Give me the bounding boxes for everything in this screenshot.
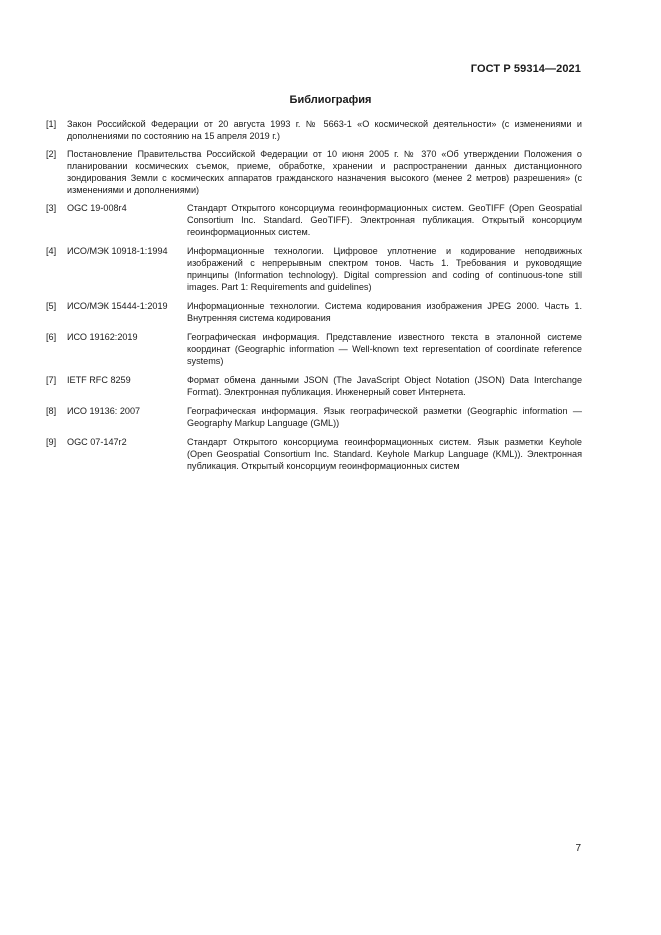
bibliography-entry	[46, 436, 582, 472]
entry-number: [2]	[46, 149, 57, 159]
entry-number: [3]	[46, 203, 57, 213]
entry-number: [7]	[46, 375, 57, 385]
entry-number: [5]	[46, 301, 57, 311]
bibliography-entry	[46, 300, 582, 324]
bibliography-list	[46, 118, 582, 479]
entry-reference: ИСО 19162:2019	[67, 332, 138, 342]
entry-number: [1]	[46, 119, 57, 129]
document-code: ГОСТ Р 59314—2021	[470, 63, 581, 75]
entry-text: Стандарт Открытого консорциума геоинформационных систем. Язык разметки Keyhole (Open Geospatial Consortium Inc. Standard. Keyhole Markup Language (KML)). Электронная публикация. Открытый консорциум геоинформационных систем	[187, 437, 582, 471]
entry-text: Постановление Правительства Российской Федерации от 10 июня 2005 г. № 370 «Об утверждении Положения о планировании космических съемок, приеме, обработке, хранении и распространении данных дистанционного зондирования Земли с космических аппаратов гражданского назначения высокого (менее 2 метров) разрешения» (с изменениями и дополнениями)	[67, 149, 582, 195]
entry-text: Географическая информация. Представление известного текста в эталонной системе координат (Geographic information — Well-known text representation of coordinate reference systems)	[187, 332, 582, 366]
entry-number: [6]	[46, 332, 57, 342]
entry-number: [4]	[46, 246, 57, 256]
bibliography-entry	[46, 374, 582, 398]
entry-reference: OGC 19-008r4	[67, 203, 127, 213]
entry-reference: ИСО/МЭК 15444-1:2019	[67, 301, 168, 311]
entry-reference: OGC 07-147r2	[67, 437, 127, 447]
bibliography-entry	[46, 245, 582, 293]
entry-reference: ИСО 19136: 2007	[67, 406, 141, 416]
bibliography-entry	[46, 405, 582, 429]
entry-text: Стандарт Открытого консорциума геоинформационных систем. GeoTIFF (Open Geospatial Consortium Inc. Standard. GeoTIFF). Электронная публикация. Открытый консорциум геоинформационных систем.	[187, 203, 582, 237]
entry-text: Информационные технологии. Система кодирования изображения JPEG 2000. Часть 1. Внутренняя система кодирования	[187, 301, 582, 323]
entry-text: Формат обмена данными JSON (The JavaScript Object Notation (JSON) Data Interchange Format). Электронная публикация. Инженерный совет Интернета.	[187, 375, 582, 397]
entry-reference: IETF RFC 8259	[67, 375, 131, 385]
page-number: 7	[575, 843, 581, 854]
entry-number: [9]	[46, 437, 57, 447]
bibliography-entry	[46, 118, 582, 142]
entry-reference: ИСО/МЭК 10918-1:1994	[67, 246, 168, 256]
bibliography-entry	[46, 148, 582, 196]
bibliography-entry	[46, 331, 582, 367]
section-title: Библиография	[289, 94, 372, 106]
entry-text: Закон Российской Федерации от 20 августа 1993 г. № 5663-1 «О космической деятельности» (с изменениями и дополнениями по состоянию на 15 апреля 2019 г.)	[67, 119, 582, 141]
bibliography-entry	[46, 202, 582, 238]
entry-text: Географическая информация. Язык географической разметки (Geographic information — Geography Markup Language (GML))	[187, 406, 582, 428]
entry-text: Информационные технологии. Цифровое уплотнение и кодирование неподвижных изображений с непрерывным спектром тонов. Часть 1. Требования и руководящие принципы (Information technology). Digital compression and coding of continuous-tone still images. Part 1: Requirements and guidelines)	[187, 246, 582, 292]
entry-number: [8]	[46, 406, 57, 416]
